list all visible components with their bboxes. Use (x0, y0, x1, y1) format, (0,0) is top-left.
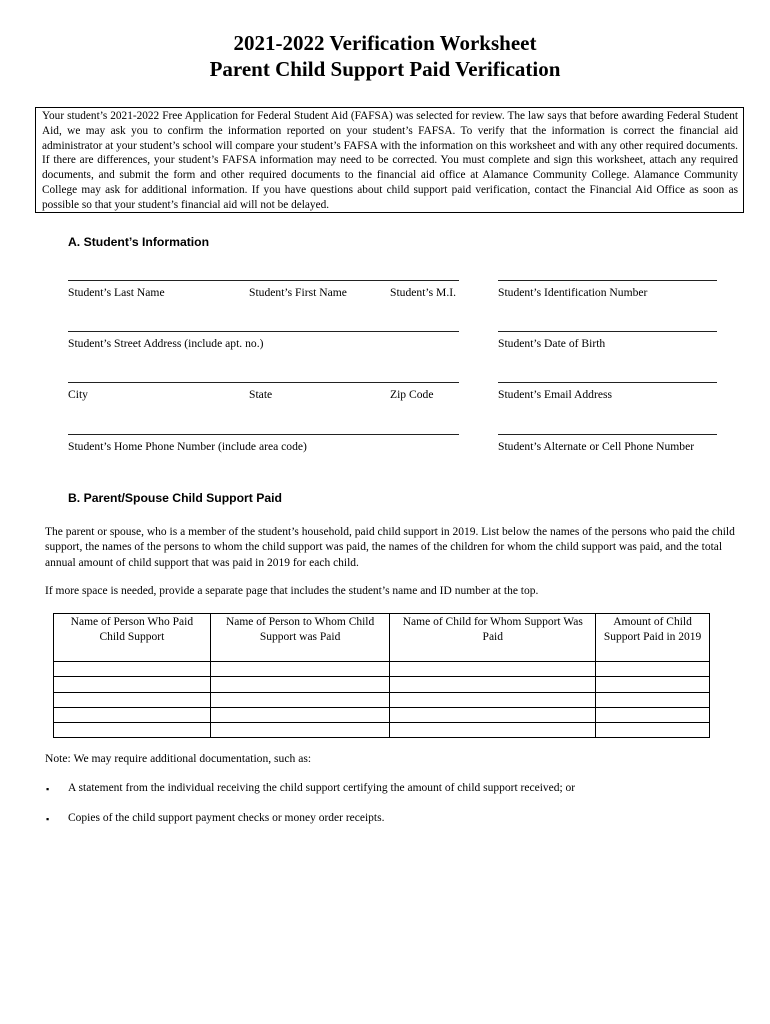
table-cell[interactable] (390, 723, 596, 738)
section-a-heading: A. Student’s Information (68, 235, 210, 249)
table-cell[interactable] (54, 723, 211, 738)
bullet-marker: ▪ (46, 814, 50, 824)
table-cell[interactable] (596, 677, 710, 692)
table-cell[interactable] (596, 707, 710, 722)
worksheet-subtitle: Parent Child Support Paid Verification (209, 57, 561, 81)
table-cell[interactable] (390, 662, 596, 677)
state-label: State (249, 388, 273, 401)
home-phone-fill-line[interactable] (68, 434, 459, 435)
alt-phone-fill-line[interactable] (498, 434, 717, 435)
table-row (54, 692, 710, 707)
child-name-header: Name of Child for Whom Support Was Paid (390, 614, 596, 662)
table-header-row (54, 614, 710, 662)
table-cell[interactable] (210, 723, 390, 738)
table-cell[interactable] (596, 662, 710, 677)
table-cell[interactable] (390, 707, 596, 722)
note-item-statement: A statement from the individual receiving the child support certifying the amount of child support received; or (68, 782, 576, 794)
table-cell[interactable] (54, 677, 211, 692)
table-row (54, 723, 710, 738)
street-address-fill-line[interactable] (68, 331, 459, 332)
section-b-more-space-note: If more space is needed, provide a separate page that includes the student’s name and ID number at the top. (45, 585, 539, 597)
home-phone-label: Student’s Home Phone Number (include area code) (68, 440, 307, 453)
city-state-zip-fill-line[interactable] (68, 382, 459, 383)
table-row (54, 677, 710, 692)
table-cell[interactable] (54, 662, 211, 677)
last-name-label: Student’s Last Name (68, 286, 165, 299)
section-b-description: The parent or spouse, who is a member of the student’s household, paid child support in 2019. List below the names of the persons who paid the child support, the names of the persons to whom the child support was paid, the names of the children for whom the child support was paid, and the total annual amount of child support that was paid in 2019 for each child. (45, 526, 735, 569)
street-address-label: Student’s Street Address (include apt. no.) (68, 337, 264, 350)
id-number-label: Student’s Identification Number (498, 286, 648, 299)
table-row (54, 707, 710, 722)
table-cell[interactable] (210, 707, 390, 722)
dob-label: Student’s Date of Birth (498, 337, 606, 350)
section-b-heading: B. Parent/Spouse Child Support Paid (68, 491, 282, 505)
table-cell[interactable] (54, 707, 211, 722)
worksheet-title: 2021-2022 Verification Worksheet (233, 31, 537, 55)
table-cell[interactable] (210, 677, 390, 692)
table-cell[interactable] (390, 692, 596, 707)
table-cell[interactable] (596, 692, 710, 707)
note-item-copies: Copies of the child support payment checks or money order receipts. (68, 812, 385, 824)
note-intro: Note: We may require additional documentation, such as: (45, 752, 312, 765)
first-name-label: Student’s First Name (249, 286, 347, 299)
intro-paragraph-box: Your student’s 2021-2022 Free Application for Federal Student Aid (FAFSA) was selected for review. The law says that before awarding Federal Student Aid, we may ask you to confirm the information reported on your student’s FAFSA. To verify that the information is correct the financial aid administrator at your student’s school will compare your student’s FAFSA with the information on this worksheet and with any other required documents. If there are differences, your student’s FAFSA information may need to be corrected. You must complete and sign this worksheet, attach any required documents, and submit the form and other required documents to the financial aid office at Alamance Community College. Alamance Community College may ask for additional information. If you have questions about child support paid verification, contact the Financial Aid Office as soon as possible so that your student’s financial aid will not be delayed. (35, 107, 744, 213)
email-fill-line[interactable] (498, 382, 717, 383)
payee-name-header: Name of Person to Whom Child Support was Paid (210, 614, 390, 662)
zip-label: Zip Code (390, 388, 434, 401)
id-number-fill-line[interactable] (498, 280, 717, 281)
table-cell[interactable] (390, 677, 596, 692)
payer-name-header: Name of Person Who Paid Child Support (54, 614, 211, 662)
amount-header: Amount of Child Support Paid in 2019 (596, 614, 710, 662)
city-label: City (68, 388, 88, 401)
child-support-table (53, 613, 710, 738)
middle-initial-label: Student’s M.I. (390, 286, 457, 299)
table-cell[interactable] (54, 692, 211, 707)
email-label: Student’s Email Address (498, 388, 613, 401)
alt-phone-label: Student’s Alternate or Cell Phone Number (498, 440, 695, 453)
bullet-marker: ▪ (46, 784, 50, 794)
dob-fill-line[interactable] (498, 331, 717, 332)
table-cell[interactable] (210, 692, 390, 707)
table-row (54, 662, 710, 677)
name-fill-line[interactable] (68, 280, 459, 281)
table-cell[interactable] (210, 662, 390, 677)
table-cell[interactable] (596, 723, 710, 738)
